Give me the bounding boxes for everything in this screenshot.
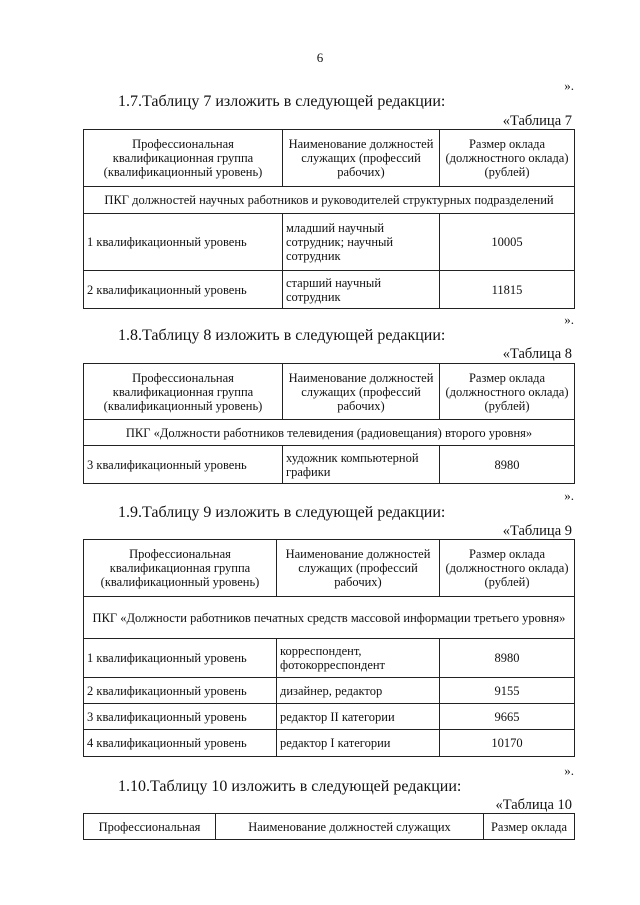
group-cell: ПКГ должностей научных работников и руководителей структурных подразделений (84, 187, 575, 214)
header-cell: Наименование должностей служащих (профессий рабочих) (283, 130, 440, 187)
salary-cell: 9665 (440, 704, 575, 730)
header-cell: Размер оклада (должностного оклада) (рублей) (440, 130, 575, 187)
position-cell: художник компьютерной графики (283, 446, 440, 484)
position-cell: младший научный сотрудник; научный сотрудник (283, 214, 440, 271)
level-cell: 2 квалификационный уровень (84, 678, 277, 704)
position-cell: дизайнер, редактор (277, 678, 440, 704)
header-cell: Размер оклада (484, 814, 575, 840)
table-9 (83, 539, 575, 757)
header-cell: Размер оклада (должностного оклада) (рублей) (440, 540, 575, 597)
group-row (84, 420, 575, 446)
section-heading-10: 1.10.Таблицу 10 изложить в следующей редакции: (118, 778, 462, 795)
table-row (84, 214, 575, 271)
closing-quote: ». (564, 763, 574, 778)
section-heading-9: 1.9.Таблицу 9 изложить в следующей редакции: (118, 504, 446, 521)
position-cell: корреспондент, фотокорреспондент (277, 639, 440, 678)
table-label-10: «Таблица 10 (495, 797, 572, 813)
group-cell: ПКГ «Должности работников телевидения (радиовещания) второго уровня» (84, 420, 575, 446)
table-label-9: «Таблица 9 (502, 523, 572, 539)
level-cell: 1 квалификационный уровень (84, 214, 283, 271)
header-cell: Наименование должностей служащих (профессий рабочих) (283, 364, 440, 420)
header-cell: Профессиональная (84, 814, 216, 840)
level-cell: 3 квалификационный уровень (84, 704, 277, 730)
closing-quote: ». (564, 488, 574, 503)
salary-cell: 11815 (440, 271, 575, 309)
position-cell: старший научный сотрудник (283, 271, 440, 309)
group-row (84, 187, 575, 214)
level-cell: 1 квалификационный уровень (84, 639, 277, 678)
table-row (84, 639, 575, 678)
table-8 (83, 363, 575, 484)
header-cell: Наименование должностей служащих (216, 814, 484, 840)
header-cell: Наименование должностей служащих (профессий рабочих) (277, 540, 440, 597)
position-cell: редактор I категории (277, 730, 440, 757)
table-header-row (84, 130, 575, 187)
table-7 (83, 129, 575, 309)
position-cell: редактор II категории (277, 704, 440, 730)
table-row (84, 446, 575, 484)
table-header-row (84, 814, 575, 840)
salary-cell: 9155 (440, 678, 575, 704)
table-row (84, 730, 575, 757)
table-header-row (84, 540, 575, 597)
table-row (84, 704, 575, 730)
header-cell: Профессиональная квалификационная группа (квалификационный уровень) (84, 540, 277, 597)
header-cell: Профессиональная квалификационная группа (квалификационный уровень) (84, 130, 283, 187)
table-label-8: «Таблица 8 (502, 346, 572, 362)
table-row (84, 271, 575, 309)
table-label-7: «Таблица 7 (502, 113, 572, 129)
page-number: 6 (316, 50, 324, 65)
salary-cell: 8980 (440, 639, 575, 678)
salary-cell: 8980 (440, 446, 575, 484)
salary-cell: 10005 (440, 214, 575, 271)
level-cell: 3 квалификационный уровень (84, 446, 283, 484)
table-header-row (84, 364, 575, 420)
section-heading-7: 1.7.Таблицу 7 изложить в следующей редакции: (118, 93, 446, 110)
section-heading-8: 1.8.Таблицу 8 изложить в следующей редакции: (118, 327, 446, 344)
level-cell: 2 квалификационный уровень (84, 271, 283, 309)
group-cell: ПКГ «Должности работников печатных средств массовой информации третьего уровня» (84, 597, 575, 639)
salary-cell: 10170 (440, 730, 575, 757)
group-row (84, 597, 575, 639)
level-cell: 4 квалификационный уровень (84, 730, 277, 757)
closing-quote: ». (564, 78, 574, 93)
header-cell: Профессиональная квалификационная группа (квалификационный уровень) (84, 364, 283, 420)
table-row (84, 678, 575, 704)
closing-quote: ». (564, 312, 574, 327)
table-10 (83, 813, 575, 840)
header-cell: Размер оклада (должностного оклада) (рублей) (440, 364, 575, 420)
